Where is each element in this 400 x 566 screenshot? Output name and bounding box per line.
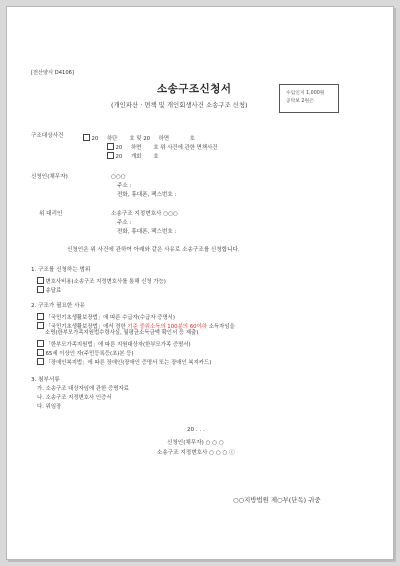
section1-item-1: 변호사비용(소송구조 지정변호사를 통해 신청 가능) (37, 277, 166, 285)
case-row-3: 20 개회 호 (107, 152, 159, 160)
section2-item-4: 65세 이상인 자(주민등록등(초)본 등) (37, 349, 134, 357)
intro-text: 신청인은 위 사건에 관하여 아래와 같은 사유로 소송구조를 신청합니다. (67, 247, 240, 253)
case-label: 구조대상사건 (31, 133, 64, 139)
case-checkbox-2[interactable] (107, 143, 114, 150)
case-checkbox-3[interactable] (107, 152, 114, 159)
case-checkbox-1[interactable] (83, 134, 90, 141)
section2-item-1: 「국민기초생활보장법」에 따른 수급자(수급자 증명서) (37, 313, 175, 321)
section2-heading: 2. 구조가 필요한 사유 (31, 303, 85, 309)
section2-checkbox-5[interactable] (37, 358, 44, 365)
applicant-label: 신청인(채무자) (31, 174, 68, 180)
case-row-2: 20 하면 호 위 사건에 관한 면책사건 (107, 143, 218, 151)
section1-heading: 1. 구조를 신청하는 범위 (31, 267, 91, 273)
date-line: 20 . . . (187, 427, 205, 433)
case-row-1: 20 하단 호 및 20 하면 호 (83, 134, 195, 142)
document-page (6, 6, 394, 560)
section2-checkbox-2[interactable] (37, 322, 44, 329)
agent-address: 주소 : (117, 220, 132, 226)
agent-name: 소송구조 지정변호사 ○○○ (111, 211, 178, 217)
section2-item-2-cont: 소명(한부모가족지원법수령사실, 월평균소득금액 확인서 등 제출) (45, 330, 199, 336)
section3-heading: 3. 첨부서류 (31, 377, 60, 383)
court-addressee: ○○지방법원 제○부(단독) 귀중 (233, 496, 321, 504)
signature-agent: 소송구조 지정변호사 ○ ○ ○ ⓘ (157, 450, 235, 456)
applicant-contact: 전화, 휴대폰, 팩스번호 : (117, 192, 177, 198)
section3-item-3: 다. 위임장 (37, 404, 62, 410)
section2-checkbox-1[interactable] (37, 313, 44, 320)
page-title: 소송구조신청서 (157, 83, 232, 95)
section2-checkbox-3[interactable] (37, 340, 44, 347)
stamp-line-2: 공탁보 2원은 (286, 99, 314, 104)
section2-item-3: 「한부모가족지원법」에 따른 지원대상자(한부모가족 증명서) (37, 340, 191, 348)
applicant-name: ○○○ (111, 174, 126, 180)
section2-checkbox-4[interactable] (37, 349, 44, 356)
section3-item-2: 나. 소송구조 지정변호사 인증서 (37, 395, 112, 401)
section3-item-1: 가. 소송구조 대상자임에 관한 증명자료 (37, 386, 129, 392)
agent-contact: 전화, 휴대폰, 팩스번호 : (117, 229, 177, 235)
signature-applicant: 신청인(채무자) ○ ○ ○ (167, 440, 224, 446)
stamp-line-1: 수입인지 1,000원 (286, 91, 325, 96)
section2-item-5: 「장애인복지법」에 따른 장애인(장애인 증명서 또는 장애인 복지카드) (37, 358, 211, 366)
applicant-address: 주소 : (117, 183, 132, 189)
section1-checkbox-2[interactable] (37, 286, 44, 293)
section1-item-2: 송달료 (37, 286, 61, 294)
agent-label: 위 대리인 (39, 211, 63, 217)
section2-item-2: 「국민기초생활보장법」에서 정한 기준 중위소득의 100분의 60이하 소득자임을 (37, 322, 235, 330)
form-number: [전산양식 D4106] (31, 70, 74, 76)
page-subtitle: (개인파산 · 면책 및 개인회생사건 소송구조 신청) (111, 101, 248, 109)
revenue-stamp-box (279, 84, 339, 113)
section1-checkbox-1[interactable] (37, 277, 44, 284)
